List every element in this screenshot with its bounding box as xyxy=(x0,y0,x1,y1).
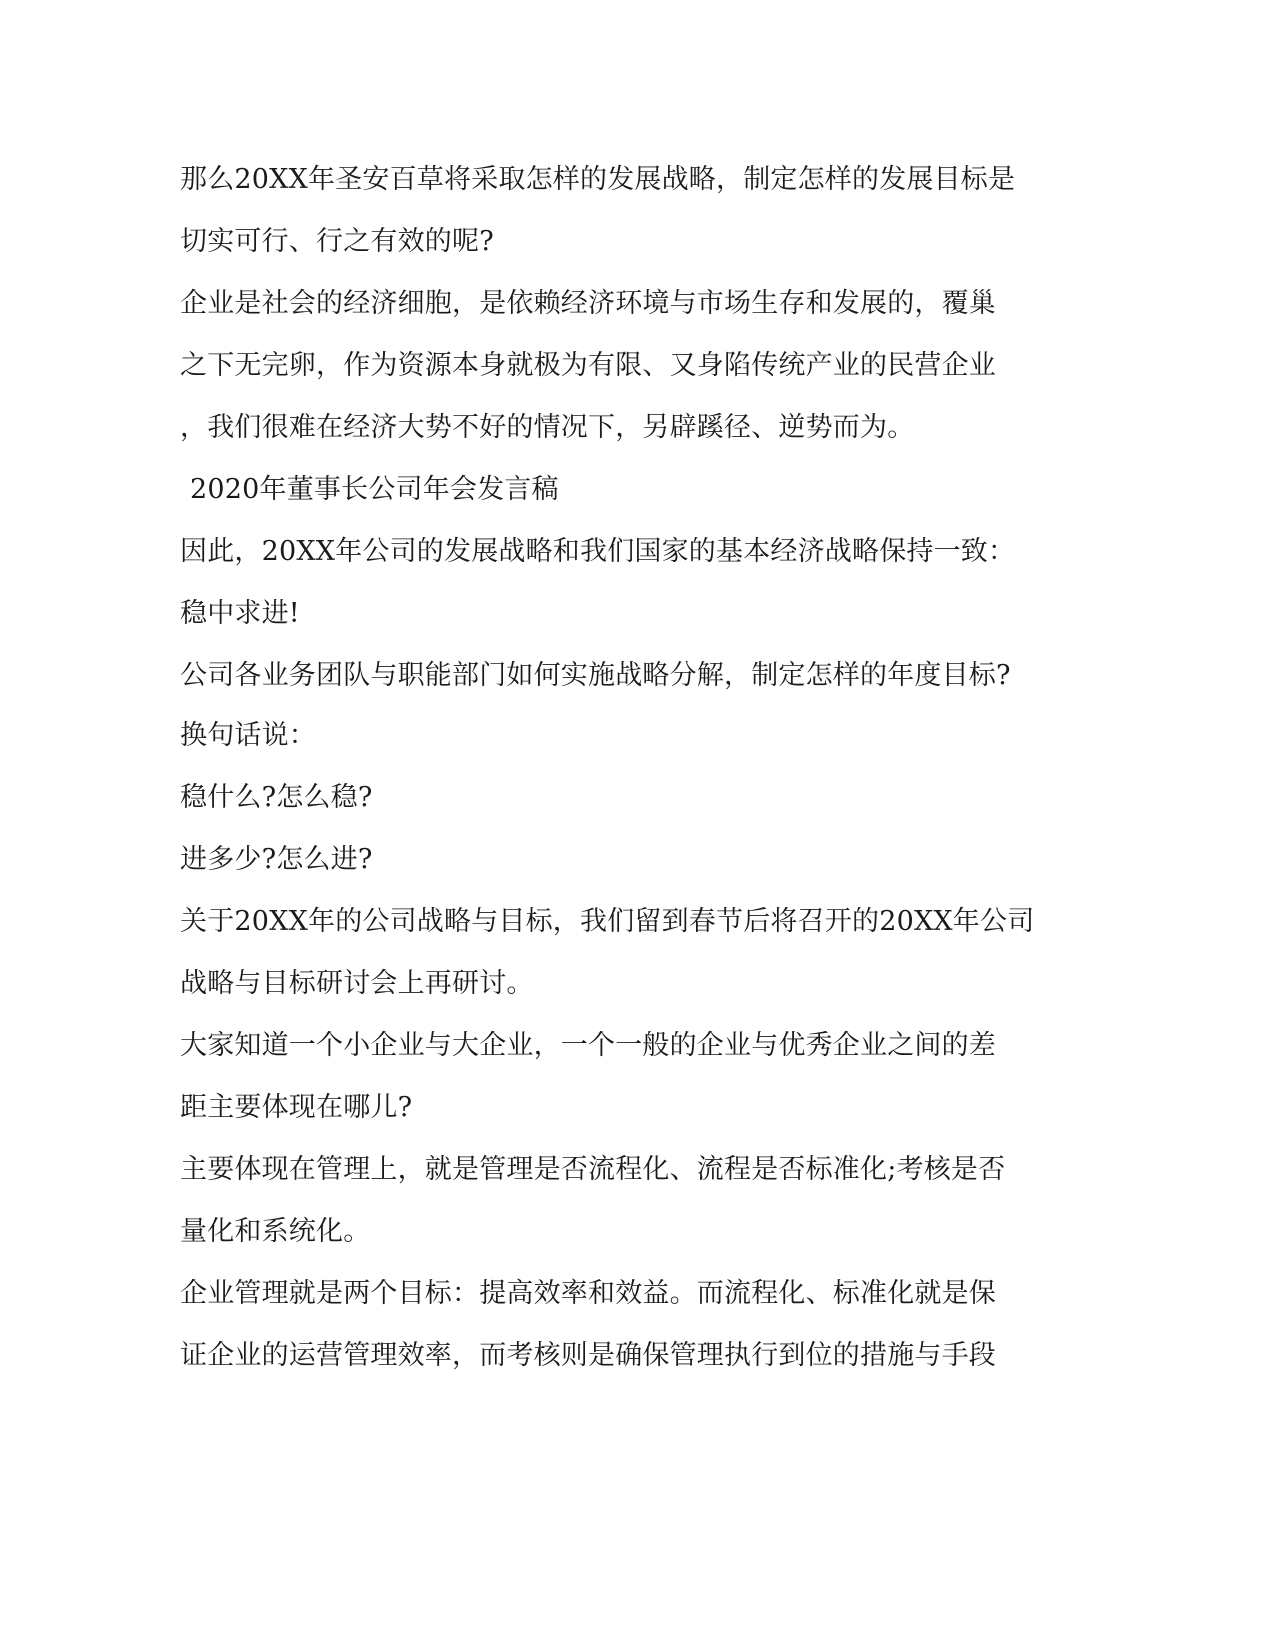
document-title: 2020年董事长公司年会发言稿 xyxy=(190,474,559,505)
paragraph-line: 公司各业务团队与职能部门如何实施战略分解，制定怎样的年度目标? xyxy=(180,660,1011,691)
paragraph-line: 主要体现在管理上，就是管理是否流程化、流程是否标准化;考核是否 xyxy=(180,1154,1006,1185)
paragraph-line: 企业是社会的经济细胞，是依赖经济环境与市场生存和发展的，覆巢 xyxy=(180,288,996,319)
paragraph-line: 因此，20XX年公司的发展战略和我们国家的基本经济战略保持一致： xyxy=(180,536,1016,567)
paragraph-line: 证企业的运营管理效率，而考核则是确保管理执行到位的措施与手段 xyxy=(180,1340,996,1371)
paragraph-line: 那么20XX年圣安百草将采取怎样的发展战略，制定怎样的发展目标是 xyxy=(180,164,1016,195)
paragraph-line: ，我们很难在经济大势不好的情况下，另辟蹊径、逆势而为。 xyxy=(180,412,915,443)
paragraph-line: 换句话说： xyxy=(180,720,316,751)
paragraph-line: 稳什么?怎么稳? xyxy=(180,782,373,813)
paragraph-line: 战略与目标研讨会上再研讨。 xyxy=(180,968,534,999)
paragraph-line: 切实可行、行之有效的呢? xyxy=(180,226,494,257)
paragraph-line: 距主要体现在哪儿? xyxy=(180,1092,413,1123)
paragraph-line: 关于20XX年的公司战略与目标，我们留到春节后将召开的20XX年公司 xyxy=(180,906,1035,937)
paragraph-line: 量化和系统化。 xyxy=(180,1216,371,1247)
paragraph-line: 之下无完卵，作为资源本身就极为有限、又身陷传统产业的民营企业 xyxy=(180,350,996,381)
paragraph-line: 大家知道一个小企业与大企业，一个一般的企业与优秀企业之间的差 xyxy=(180,1030,996,1061)
paragraph-line: 进多少?怎么进? xyxy=(180,844,373,875)
paragraph-line: 稳中求进! xyxy=(180,598,300,629)
paragraph-line: 企业管理就是两个目标：提高效率和效益。而流程化、标准化就是保 xyxy=(180,1278,996,1309)
